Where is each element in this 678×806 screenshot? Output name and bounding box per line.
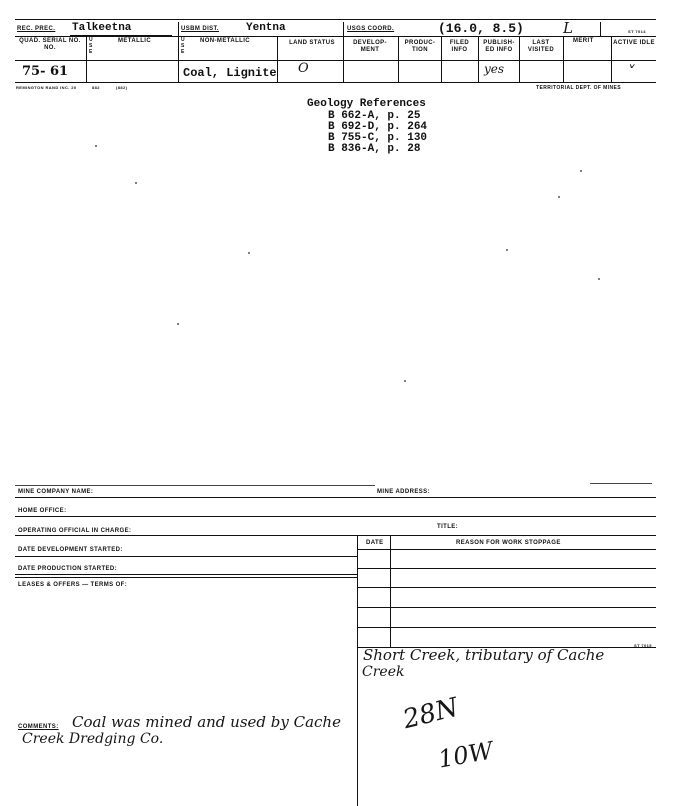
form-code-bottom: ST 7015	[634, 643, 652, 648]
cut-line	[15, 485, 375, 486]
header-row3-top-rule	[15, 60, 656, 61]
footer-right: TERRITORIAL DEPT. OF MINES	[536, 85, 621, 91]
col-published-info: PUBLISH- ED INFO	[483, 40, 515, 53]
scan-speck	[95, 145, 97, 147]
official-rule	[15, 535, 656, 536]
comments-label: COMMENTS:	[18, 724, 59, 730]
township: 28N	[400, 692, 462, 736]
references-title: Geology References	[307, 98, 426, 110]
scan-speck	[506, 249, 508, 251]
row-published-info: yes	[484, 62, 505, 76]
col-last-visited: LAST VISITED	[527, 40, 555, 53]
header-divider	[178, 22, 179, 82]
col-use-nonmetallic-prefix: U S E	[181, 37, 186, 55]
reference-item: B 755-C, p. 130	[328, 132, 428, 144]
header-row1-bottom-rule	[15, 19, 656, 20]
col-nonmetallic: NON-METALLIC	[200, 38, 251, 44]
rec-prec-label: REC. PREC.	[17, 26, 56, 32]
usbm-dist-label: USBM DIST.	[181, 26, 220, 32]
col-production: PRODUC- TION	[404, 40, 436, 53]
comments-line2: Creek Dredging Co.	[22, 731, 164, 747]
title-label: TITLE:	[437, 524, 459, 530]
date-dev-started-label: DATE DEVELOPMENT STARTED:	[18, 547, 123, 553]
usbm-dist-value: Yentna	[246, 22, 286, 34]
date-column-divider	[390, 535, 391, 647]
header-bottom-rule	[15, 82, 656, 83]
cut-line	[590, 483, 652, 484]
scan-speck	[580, 170, 582, 172]
home-office-label: HOME OFFICE:	[18, 508, 67, 514]
usgs-coord-value: (16.0, 8.5)	[438, 21, 524, 36]
col-filed-info: FILED INFO	[449, 40, 470, 53]
col-land-status: LAND STATUS	[289, 40, 335, 46]
lower-center-divider	[357, 535, 358, 806]
reference-item: B 662-A, p. 25	[328, 110, 421, 122]
reference-item: B 692-D, p. 264	[328, 121, 428, 133]
scan-speck	[177, 323, 179, 325]
scan-speck	[248, 252, 250, 254]
header-divider	[600, 22, 601, 36]
header-divider	[398, 36, 399, 82]
mine-company-rule	[15, 497, 656, 498]
stoppage-row-rule	[357, 568, 656, 569]
row-land-status: O	[298, 61, 309, 76]
col-active-idle: ACTIVE IDLE	[613, 40, 655, 46]
references-list	[328, 111, 427, 155]
rec-prec-value: Talkeetna	[72, 22, 132, 34]
col-use-metallic-prefix: U S E	[89, 37, 94, 55]
header-divider	[563, 36, 564, 82]
footer-left: REMINGTON RAND INC. 20	[16, 85, 77, 90]
operating-official-label: OPERATING OFFICIAL IN CHARGE:	[18, 528, 132, 534]
prod-started-rule	[15, 577, 357, 578]
col-metallic: METALLIC	[118, 38, 152, 44]
scan-speck	[598, 278, 600, 280]
header-divider	[611, 36, 612, 82]
reference-item: B 836-A, p. 28	[328, 143, 421, 155]
date-prod-started-label: DATE PRODUCTION STARTED:	[18, 566, 118, 572]
col-development: DEVELOP- MENT	[353, 40, 387, 53]
scan-speck	[135, 182, 137, 184]
header-divider	[277, 36, 278, 82]
stoppage-row-rule	[357, 607, 656, 608]
home-office-rule	[15, 516, 656, 517]
stoppage-header-rule	[357, 549, 656, 550]
scan-speck	[404, 380, 406, 382]
row-active-idle: ˅	[628, 62, 636, 81]
footer-left-code2: (882)	[116, 85, 128, 90]
date-header: DATE	[366, 540, 384, 546]
col-quad-serial: QUAD. SERIAL NO. NO.	[19, 38, 81, 51]
location-line1: Short Creek, tributary of Cache	[363, 646, 605, 664]
stoppage-row-rule	[357, 587, 656, 588]
col-merit: MERIT	[573, 38, 594, 44]
prod-started-rule	[15, 574, 357, 575]
hand-mark: L	[563, 19, 573, 37]
form-code-top: ST 7014	[628, 29, 646, 34]
reason-header: REASON FOR WORK STOPPAGE	[456, 540, 561, 546]
row-nonmetallic: Coal, Lignite	[183, 66, 277, 80]
scan-speck	[558, 196, 560, 198]
row-quad-serial: 75- 61	[22, 64, 69, 79]
header-divider	[86, 36, 87, 82]
stoppage-row-rule	[357, 627, 656, 628]
location-line2: Creek	[362, 664, 405, 680]
range: 10W	[436, 736, 496, 774]
header-row2-top-rule	[15, 36, 656, 37]
mine-address-label: MINE ADDRESS:	[377, 489, 430, 495]
comments-line1: Coal was mined and used by Cache	[72, 713, 341, 731]
footer-left-code: 882	[92, 85, 100, 90]
mine-company-name-label: MINE COMPANY NAME:	[18, 489, 94, 495]
dev-started-rule	[15, 556, 357, 557]
leases-label: LEASES & OFFERS — TERMS OF:	[18, 582, 128, 588]
usgs-coord-label: USGS COORD.	[347, 26, 395, 32]
